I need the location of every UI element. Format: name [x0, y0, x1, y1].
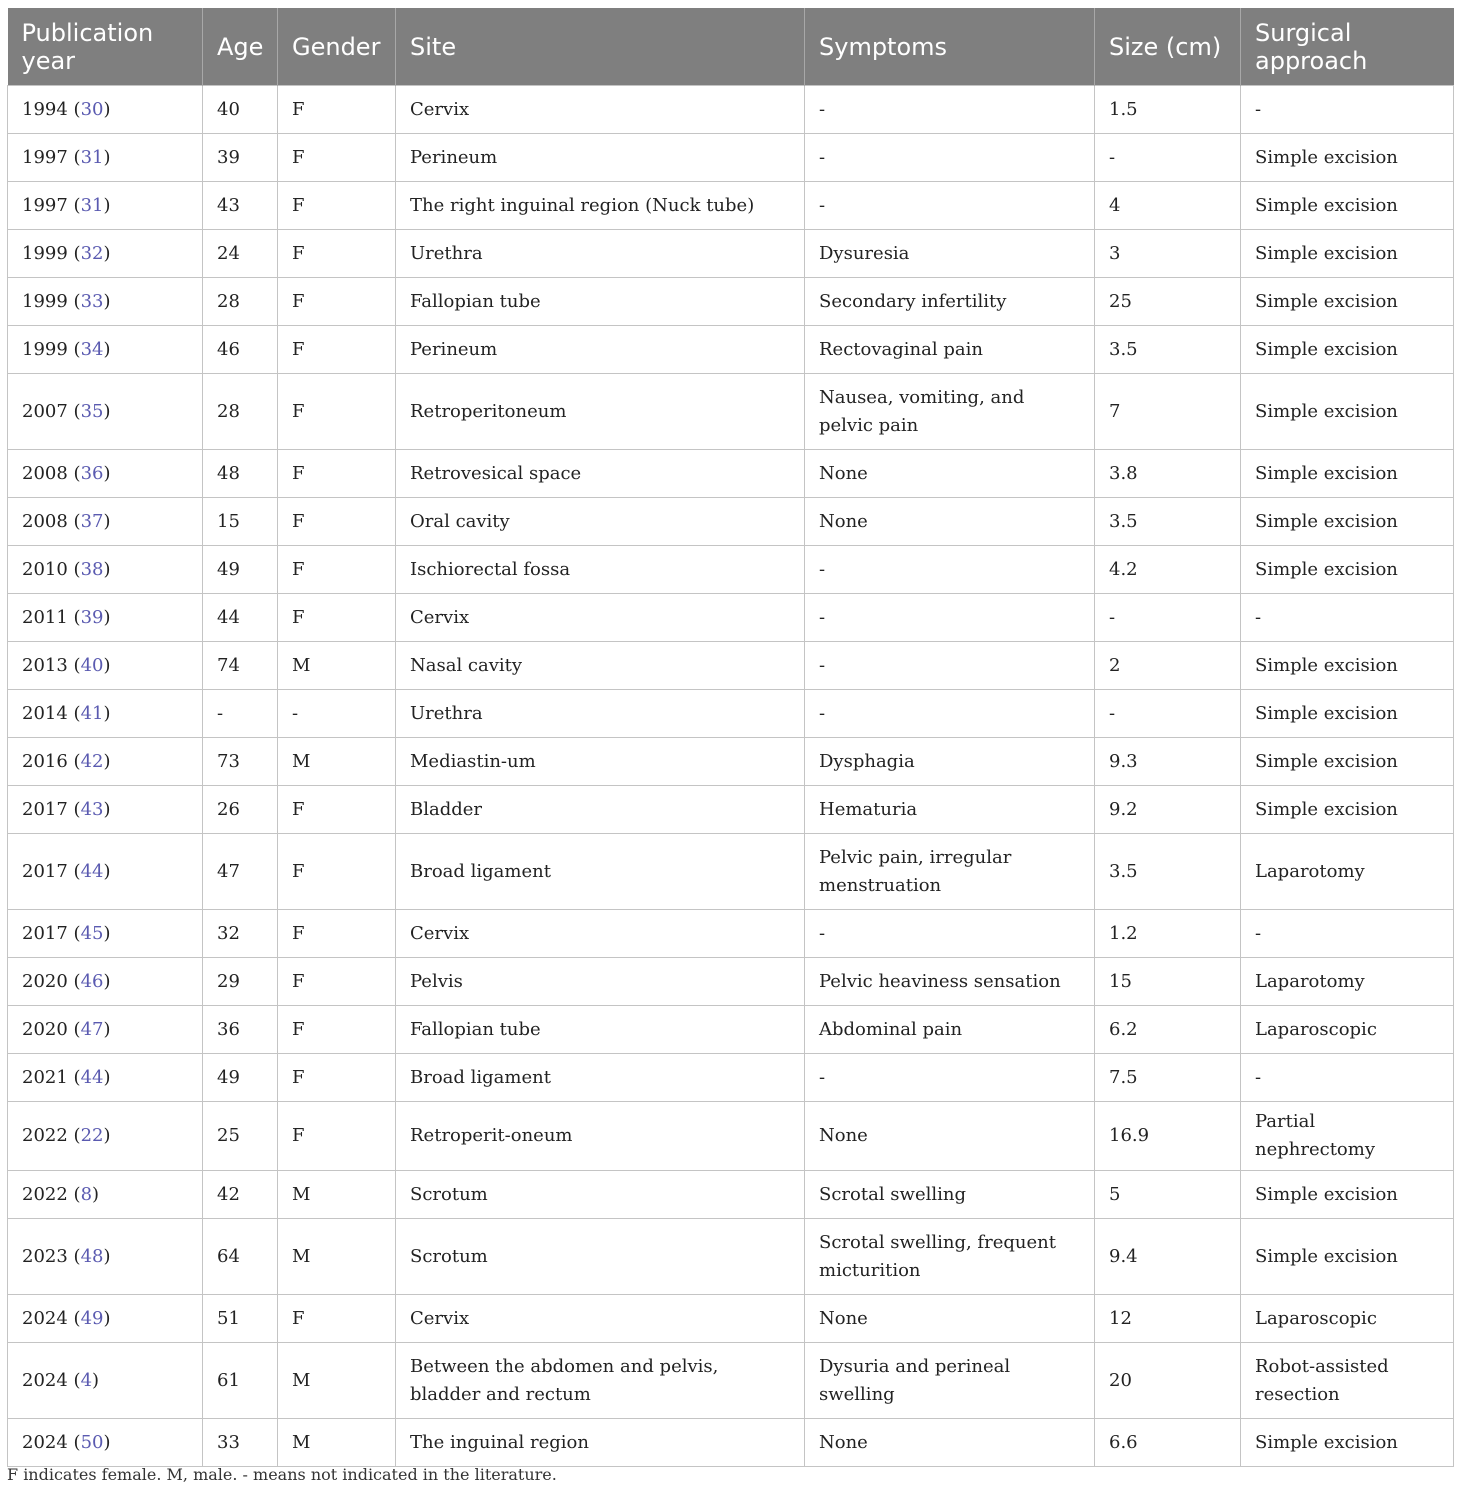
- reference-link[interactable]: 44: [80, 860, 104, 882]
- year-text: 1999: [22, 242, 68, 264]
- cell-age: 42: [203, 1171, 278, 1219]
- reference-link[interactable]: 41: [80, 702, 104, 724]
- header-age: Age: [203, 8, 278, 86]
- cell-publication-year: 2023 (48): [8, 1219, 203, 1295]
- cell-size: -: [1095, 134, 1241, 182]
- cell-publication-year: 1999 (34): [8, 326, 203, 374]
- cell-symptoms: -: [805, 546, 1095, 594]
- cell-gender: M: [278, 642, 396, 690]
- cell-gender: F: [278, 278, 396, 326]
- cell-size: 12: [1095, 1295, 1241, 1343]
- cell-gender: M: [278, 738, 396, 786]
- cell-site: Bladder: [396, 786, 805, 834]
- year-text: 1997: [22, 194, 68, 216]
- cell-site: Scrotum: [396, 1219, 805, 1295]
- header-row: [8, 8, 1454, 86]
- table-row: [8, 86, 1454, 134]
- year-text: 2023: [22, 1245, 68, 1267]
- cell-surgical-approach: Simple excision: [1241, 1419, 1454, 1467]
- cell-symptoms: Nausea, vomiting, and pelvic pain: [805, 374, 1095, 450]
- cell-site: Perineum: [396, 134, 805, 182]
- table-row: [8, 1343, 1454, 1419]
- cell-symptoms: None: [805, 450, 1095, 498]
- year-text: 2024: [22, 1431, 68, 1453]
- cell-surgical-approach: Simple excision: [1241, 1171, 1454, 1219]
- cell-age: 49: [203, 1054, 278, 1102]
- cell-size: 7: [1095, 374, 1241, 450]
- cell-gender: F: [278, 834, 396, 910]
- cell-age: 29: [203, 958, 278, 1006]
- table-row: [8, 1171, 1454, 1219]
- cell-gender: F: [278, 1295, 396, 1343]
- reference-link[interactable]: 40: [80, 654, 104, 676]
- cell-gender: F: [278, 786, 396, 834]
- year-text: 2008: [22, 462, 68, 484]
- cell-surgical-approach: Simple excision: [1241, 374, 1454, 450]
- cell-symptoms: Dysuria and perineal swelling: [805, 1343, 1095, 1419]
- table-row: [8, 910, 1454, 958]
- cell-publication-year: 2007 (35): [8, 374, 203, 450]
- table-row: [8, 642, 1454, 690]
- cell-age: -: [203, 690, 278, 738]
- cell-surgical-approach: Simple excision: [1241, 326, 1454, 374]
- cell-symptoms: -: [805, 690, 1095, 738]
- cell-surgical-approach: Partial nephrectomy: [1241, 1102, 1454, 1171]
- cell-age: 74: [203, 642, 278, 690]
- table-row: [8, 1295, 1454, 1343]
- cell-age: 46: [203, 326, 278, 374]
- cell-surgical-approach: Simple excision: [1241, 690, 1454, 738]
- table-footnote: F indicates female. M, male. - means not indicated in the literature.: [7, 1465, 557, 1484]
- cell-symptoms: Secondary infertility: [805, 278, 1095, 326]
- cell-site: Urethra: [396, 230, 805, 278]
- reference-link[interactable]: 31: [80, 146, 104, 168]
- cell-size: 3.5: [1095, 834, 1241, 910]
- cell-size: 3.5: [1095, 326, 1241, 374]
- cell-publication-year: 2017 (45): [8, 910, 203, 958]
- year-text: 2013: [22, 654, 68, 676]
- cell-publication-year: 2017 (44): [8, 834, 203, 910]
- cell-site: Retrovesical space: [396, 450, 805, 498]
- reference-link[interactable]: 22: [80, 1125, 104, 1146]
- cell-size: 2: [1095, 642, 1241, 690]
- cell-size: 4: [1095, 182, 1241, 230]
- cell-surgical-approach: Laparoscopic: [1241, 1295, 1454, 1343]
- year-text: 2020: [22, 970, 68, 992]
- cell-surgical-approach: Simple excision: [1241, 278, 1454, 326]
- cell-age: 26: [203, 786, 278, 834]
- cell-publication-year: 2011 (39): [8, 594, 203, 642]
- cell-gender: F: [278, 546, 396, 594]
- reference-link[interactable]: 35: [80, 400, 104, 422]
- cell-symptoms: -: [805, 594, 1095, 642]
- cell-publication-year: 2017 (43): [8, 786, 203, 834]
- cell-publication-year: 2021 (44): [8, 1054, 203, 1102]
- cell-symptoms: -: [805, 134, 1095, 182]
- reference-link[interactable]: 30: [80, 98, 104, 120]
- cell-surgical-approach: Simple excision: [1241, 450, 1454, 498]
- table-row: [8, 1219, 1454, 1295]
- cell-symptoms: None: [805, 1419, 1095, 1467]
- cell-site: Oral cavity: [396, 498, 805, 546]
- year-text: 2024: [22, 1307, 68, 1329]
- cell-size: 4.2: [1095, 546, 1241, 594]
- cell-gender: F: [278, 1054, 396, 1102]
- table-row: [8, 374, 1454, 450]
- cell-symptoms: Dysuresia: [805, 230, 1095, 278]
- year-text: 1997: [22, 146, 68, 168]
- cell-publication-year: 2008 (36): [8, 450, 203, 498]
- cell-age: 61: [203, 1343, 278, 1419]
- cell-age: 24: [203, 230, 278, 278]
- table-row: [8, 1102, 1454, 1171]
- cell-age: 36: [203, 1006, 278, 1054]
- cell-gender: F: [278, 1102, 396, 1171]
- cell-age: 44: [203, 594, 278, 642]
- cell-publication-year: 2020 (47): [8, 1006, 203, 1054]
- cell-symptoms: Rectovaginal pain: [805, 326, 1095, 374]
- table-body: [8, 86, 1454, 1467]
- table-row: [8, 450, 1454, 498]
- reference-link[interactable]: 49: [80, 1307, 104, 1329]
- cell-symptoms: Pelvic heaviness sensation: [805, 958, 1095, 1006]
- cell-surgical-approach: Simple excision: [1241, 738, 1454, 786]
- cell-gender: F: [278, 594, 396, 642]
- cell-symptoms: Hematuria: [805, 786, 1095, 834]
- cell-gender: F: [278, 326, 396, 374]
- cell-size: 15: [1095, 958, 1241, 1006]
- cell-size: -: [1095, 594, 1241, 642]
- year-text: 2017: [22, 798, 68, 820]
- year-text: 1999: [22, 338, 68, 360]
- cell-gender: F: [278, 374, 396, 450]
- cell-site: Cervix: [396, 910, 805, 958]
- cell-age: 43: [203, 182, 278, 230]
- year-text: 2014: [22, 702, 68, 724]
- reference-link[interactable]: 47: [80, 1018, 104, 1040]
- year-text: 2008: [22, 510, 68, 532]
- year-text: 2022: [22, 1125, 68, 1146]
- table-row: [8, 182, 1454, 230]
- cell-age: 32: [203, 910, 278, 958]
- cell-size: 1.5: [1095, 86, 1241, 134]
- reference-link[interactable]: 32: [80, 242, 104, 264]
- cell-symptoms: -: [805, 86, 1095, 134]
- header-surgical-approach: Surgical approach: [1241, 8, 1454, 86]
- reference-link[interactable]: 42: [80, 750, 104, 772]
- year-text: 2016: [22, 750, 68, 772]
- cell-symptoms: None: [805, 1102, 1095, 1171]
- reference-link[interactable]: 34: [80, 338, 104, 360]
- cell-size: 9.4: [1095, 1219, 1241, 1295]
- reference-link[interactable]: 43: [80, 798, 104, 820]
- header-gender: Gender: [278, 8, 396, 86]
- cell-surgical-approach: Laparoscopic: [1241, 1006, 1454, 1054]
- cell-surgical-approach: -: [1241, 910, 1454, 958]
- year-text: 2010: [22, 558, 68, 580]
- cell-publication-year: 2010 (38): [8, 546, 203, 594]
- cell-surgical-approach: Simple excision: [1241, 498, 1454, 546]
- reference-link[interactable]: 50: [80, 1431, 104, 1453]
- cell-site: Broad ligament: [396, 834, 805, 910]
- table-container: [7, 8, 1453, 1467]
- cell-site: Perineum: [396, 326, 805, 374]
- cell-site: Fallopian tube: [396, 1006, 805, 1054]
- cell-size: 3: [1095, 230, 1241, 278]
- cell-gender: F: [278, 182, 396, 230]
- cell-symptoms: Pelvic pain, irregular menstruation: [805, 834, 1095, 910]
- cell-surgical-approach: Laparotomy: [1241, 834, 1454, 910]
- year-text: 2022: [22, 1183, 68, 1205]
- cell-gender: F: [278, 450, 396, 498]
- year-text: 2011: [22, 606, 68, 628]
- header-site: Site: [396, 8, 805, 86]
- cell-publication-year: 2013 (40): [8, 642, 203, 690]
- cell-gender: F: [278, 910, 396, 958]
- cell-size: 3.8: [1095, 450, 1241, 498]
- cell-site: Broad ligament: [396, 1054, 805, 1102]
- header-size: Size (cm): [1095, 8, 1241, 86]
- table-row: [8, 594, 1454, 642]
- cell-age: 28: [203, 278, 278, 326]
- table-row: [8, 326, 1454, 374]
- cell-surgical-approach: Simple excision: [1241, 182, 1454, 230]
- year-text: 1994: [22, 98, 68, 120]
- cell-age: 48: [203, 450, 278, 498]
- cell-surgical-approach: Laparotomy: [1241, 958, 1454, 1006]
- table-row: [8, 786, 1454, 834]
- cell-site: Pelvis: [396, 958, 805, 1006]
- cell-surgical-approach: Simple excision: [1241, 1219, 1454, 1295]
- cell-publication-year: 2022 (22): [8, 1102, 203, 1171]
- year-text: 2024: [22, 1369, 68, 1391]
- table-row: [8, 1419, 1454, 1467]
- header-publication-year: Publication year: [8, 8, 203, 86]
- cell-gender: M: [278, 1419, 396, 1467]
- reference-link[interactable]: 44: [80, 1066, 104, 1088]
- cell-age: 73: [203, 738, 278, 786]
- cell-size: 9.2: [1095, 786, 1241, 834]
- cell-publication-year: 2024 (4): [8, 1343, 203, 1419]
- year-text: 2021: [22, 1066, 68, 1088]
- table-row: [8, 1006, 1454, 1054]
- cell-gender: F: [278, 230, 396, 278]
- reference-link[interactable]: 8: [80, 1183, 93, 1205]
- reference-link[interactable]: 45: [80, 922, 104, 944]
- cell-surgical-approach: Simple excision: [1241, 134, 1454, 182]
- cell-gender: F: [278, 1006, 396, 1054]
- reference-link[interactable]: 39: [80, 606, 104, 628]
- table-row: [8, 958, 1454, 1006]
- table-row: [8, 834, 1454, 910]
- cell-surgical-approach: -: [1241, 86, 1454, 134]
- cell-symptoms: Abdominal pain: [805, 1006, 1095, 1054]
- cell-symptoms: Dysphagia: [805, 738, 1095, 786]
- cell-age: 49: [203, 546, 278, 594]
- year-text: 2017: [22, 860, 68, 882]
- reference-link[interactable]: 48: [80, 1245, 104, 1267]
- cell-symptoms: Scrotal swelling, frequent micturition: [805, 1219, 1095, 1295]
- table-row: [8, 546, 1454, 594]
- header-symptoms: Symptoms: [805, 8, 1095, 86]
- table-row: [8, 690, 1454, 738]
- cell-symptoms: None: [805, 1295, 1095, 1343]
- cell-size: 9.3: [1095, 738, 1241, 786]
- reference-link[interactable]: 38: [80, 558, 104, 580]
- cell-age: 40: [203, 86, 278, 134]
- cell-gender: M: [278, 1343, 396, 1419]
- cell-age: 25: [203, 1102, 278, 1171]
- cell-site: Between the abdomen and pelvis, bladder and rectum: [396, 1343, 805, 1419]
- cell-size: 5: [1095, 1171, 1241, 1219]
- cell-gender: F: [278, 86, 396, 134]
- year-text: 2007: [22, 400, 68, 422]
- cell-surgical-approach: Robot-assisted resection: [1241, 1343, 1454, 1419]
- cell-size: 25: [1095, 278, 1241, 326]
- cell-publication-year: 2022 (8): [8, 1171, 203, 1219]
- cell-age: 39: [203, 134, 278, 182]
- cell-site: Mediastin-um: [396, 738, 805, 786]
- cell-age: 33: [203, 1419, 278, 1467]
- cell-symptoms: None: [805, 498, 1095, 546]
- reference-link[interactable]: 46: [80, 970, 104, 992]
- cell-site: Nasal cavity: [396, 642, 805, 690]
- reference-link[interactable]: 4: [80, 1369, 93, 1391]
- cell-age: 64: [203, 1219, 278, 1295]
- cell-site: Cervix: [396, 1295, 805, 1343]
- cell-symptoms: Scrotal swelling: [805, 1171, 1095, 1219]
- table-row: [8, 1054, 1454, 1102]
- cell-site: Cervix: [396, 86, 805, 134]
- cell-publication-year: 1997 (31): [8, 182, 203, 230]
- cell-site: Retroperitoneum: [396, 374, 805, 450]
- cell-age: 15: [203, 498, 278, 546]
- cell-surgical-approach: Simple excision: [1241, 546, 1454, 594]
- reference-link[interactable]: 33: [80, 290, 104, 312]
- cell-size: 1.2: [1095, 910, 1241, 958]
- table-row: [8, 230, 1454, 278]
- cell-symptoms: -: [805, 642, 1095, 690]
- cell-gender: M: [278, 1219, 396, 1295]
- cell-symptoms: -: [805, 182, 1095, 230]
- cell-surgical-approach: Simple excision: [1241, 642, 1454, 690]
- cell-size: 6.6: [1095, 1419, 1241, 1467]
- cell-surgical-approach: -: [1241, 594, 1454, 642]
- cell-surgical-approach: Simple excision: [1241, 230, 1454, 278]
- cell-age: 51: [203, 1295, 278, 1343]
- reference-link[interactable]: 31: [80, 194, 104, 216]
- cell-site: Cervix: [396, 594, 805, 642]
- cell-site: Scrotum: [396, 1171, 805, 1219]
- cell-publication-year: 2020 (46): [8, 958, 203, 1006]
- year-text: 1999: [22, 290, 68, 312]
- year-text: 2020: [22, 1018, 68, 1040]
- cell-gender: -: [278, 690, 396, 738]
- table-row: [8, 498, 1454, 546]
- reference-link[interactable]: 37: [80, 510, 104, 532]
- cell-publication-year: 1997 (31): [8, 134, 203, 182]
- cell-publication-year: 2024 (50): [8, 1419, 203, 1467]
- cell-size: 6.2: [1095, 1006, 1241, 1054]
- cell-publication-year: 2016 (42): [8, 738, 203, 786]
- case-table: [7, 8, 1454, 1467]
- cell-size: -: [1095, 690, 1241, 738]
- cell-gender: F: [278, 958, 396, 1006]
- cell-gender: M: [278, 1171, 396, 1219]
- table-row: [8, 738, 1454, 786]
- cell-gender: F: [278, 134, 396, 182]
- cell-site: The right inguinal region (Nuck tube): [396, 182, 805, 230]
- cell-size: 20: [1095, 1343, 1241, 1419]
- cell-symptoms: -: [805, 910, 1095, 958]
- cell-site: Fallopian tube: [396, 278, 805, 326]
- cell-age: 28: [203, 374, 278, 450]
- cell-publication-year: 2014 (41): [8, 690, 203, 738]
- table-row: [8, 134, 1454, 182]
- cell-site: The inguinal region: [396, 1419, 805, 1467]
- cell-site: Retroperit-oneum: [396, 1102, 805, 1171]
- cell-size: 16.9: [1095, 1102, 1241, 1171]
- cell-publication-year: 2024 (49): [8, 1295, 203, 1343]
- cell-publication-year: 1994 (30): [8, 86, 203, 134]
- cell-size: 3.5: [1095, 498, 1241, 546]
- cell-publication-year: 2008 (37): [8, 498, 203, 546]
- table-row: [8, 278, 1454, 326]
- cell-size: 7.5: [1095, 1054, 1241, 1102]
- cell-surgical-approach: -: [1241, 1054, 1454, 1102]
- cell-surgical-approach: Simple excision: [1241, 786, 1454, 834]
- cell-age: 47: [203, 834, 278, 910]
- cell-publication-year: 1999 (33): [8, 278, 203, 326]
- cell-publication-year: 1999 (32): [8, 230, 203, 278]
- cell-site: Urethra: [396, 690, 805, 738]
- cell-gender: F: [278, 498, 396, 546]
- reference-link[interactable]: 36: [80, 462, 104, 484]
- cell-site: Ischiorectal fossa: [396, 546, 805, 594]
- cell-symptoms: -: [805, 1054, 1095, 1102]
- year-text: 2017: [22, 922, 68, 944]
